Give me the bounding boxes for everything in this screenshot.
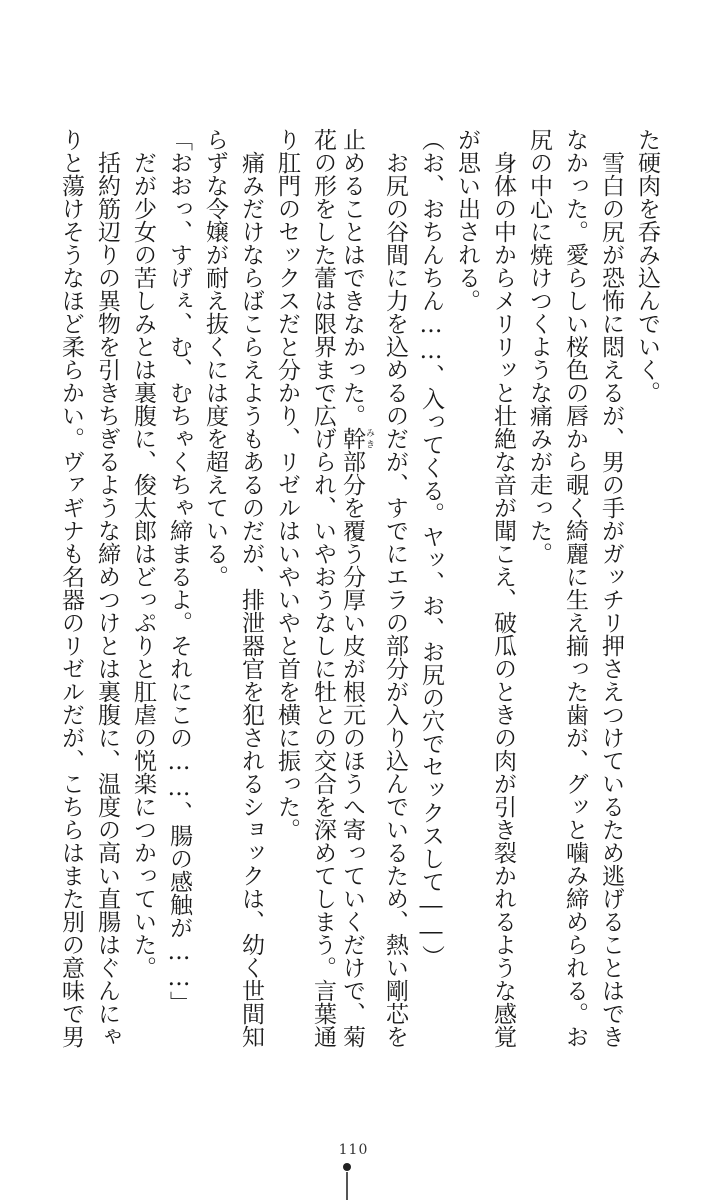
folio-dot-ornament — [343, 1163, 351, 1171]
ruby-annotation: 幹 みき — [339, 427, 374, 450]
text-line: 尻の中心に焼けつくような痛みが走った。 — [526, 128, 552, 565]
text-line: 止めることはできなかった。幹 みき部分を覆う分厚い皮が根元のほうへ寄っていくだけで、菊 — [339, 128, 374, 1048]
text-line: が思い出される。 — [454, 128, 480, 312]
text-line: り肛門のセックスだと分かり、リゼルはいやいやと首を横に振った。 — [274, 128, 300, 841]
text-line: なかった。愛らしい桜色の唇から覗く綺麗に生え揃った歯が、グッと噛み締められる。お — [562, 128, 588, 1048]
text-line: 痛みだけならばこらえようもあるのだが、排泄器官を犯されるショックは、幼く世間知 — [238, 128, 264, 1048]
text-line: だが少女の苦しみとは裏腹に、俊太郎はどっぷりと肛虐の悦楽につかっていた。 — [130, 128, 156, 979]
text-line: 括約筋辺りの異物を引きちぎるような締めつけとは裏腹に、温度の高い直腸はぐんにゃ — [94, 128, 120, 1048]
text-line: りと蕩けそうなほど柔らかい。ヴァギナも名器のリゼルだが、こちらはまた別の意味で男 — [58, 128, 84, 1048]
text-line: お尻の谷間に力を込めるのだが、すでにエラの部分が入り込んでいるため、熱い剛芯を — [382, 128, 408, 1048]
page-number: 110 — [338, 1142, 369, 1158]
text-line: 「おおっ、すげぇ、む、むちゃくちゃ締まるよ。それにこの……、腸の感触が……」 — [166, 128, 192, 1014]
text-line: らずな令嬢が耐え抜くには度を超えている。 — [202, 128, 228, 588]
text-line: 雪白の尻が恐怖に悶えるが、男の手がガッチリ押さえつけているため逃げることはでき — [598, 128, 624, 1048]
vertical-text-block — [58, 128, 662, 1118]
ruby-reading: みき — [364, 427, 374, 450]
text-line: 身体の中からメリリッと壮絶な音が聞こえ、破瓜のときの肉が引き裂かれるような感覚 — [490, 128, 516, 1048]
text-line: （お、おちんちん……、入ってくる。ヤッ、お、お尻の穴でセックスして――） — [418, 128, 444, 968]
text-line: た硬肉を呑み込んでいく。 — [634, 128, 660, 404]
folio-line-ornament — [346, 1172, 348, 1200]
text-line: 花の形をした蕾は限界まで広げられ、いやおうなしに牡との交合を深めてしまう。言葉通 — [310, 128, 336, 1048]
